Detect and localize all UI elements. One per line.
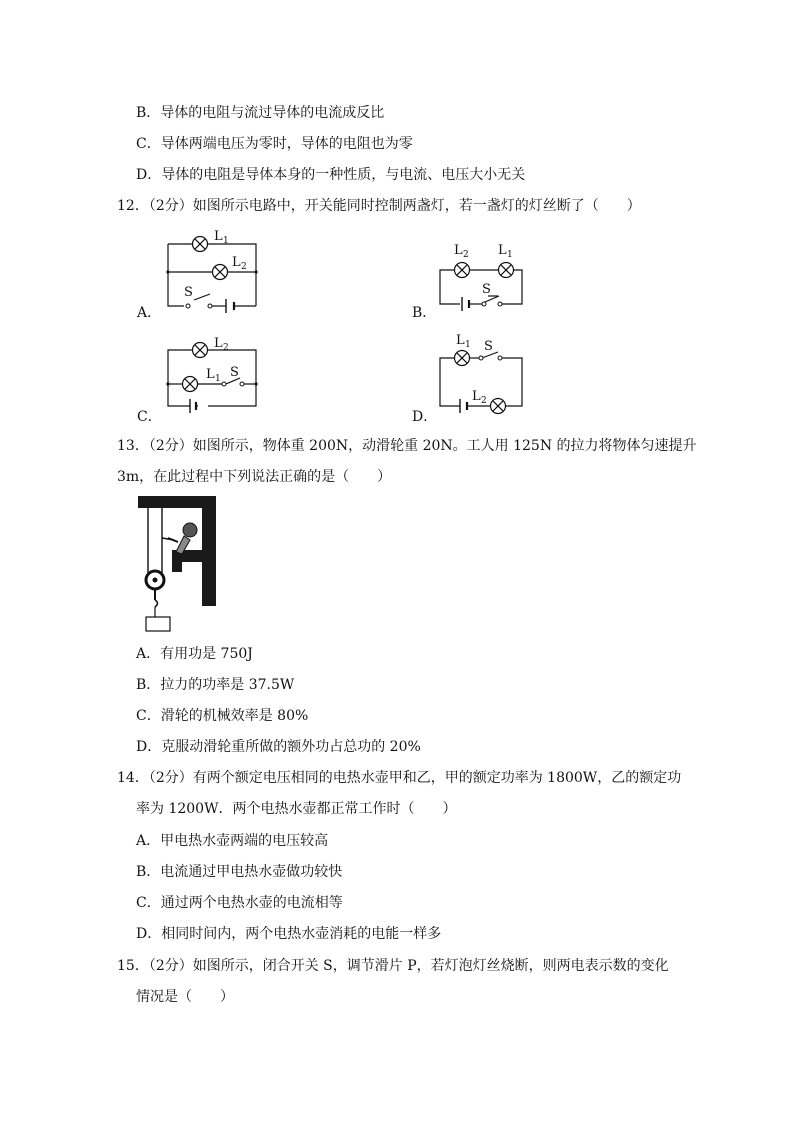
circuit-diagram-a [160, 230, 260, 310]
q12-option-a-label: A． [137, 305, 162, 321]
svg-text:2: 2 [223, 343, 229, 353]
lamp-l1-icon [499, 263, 514, 278]
label-l2: L [232, 255, 241, 270]
pulley-figure [138, 494, 228, 634]
q12-stem: 12．（2分）如图所示电路中，开关能同时控制两盏灯，若一盏灯的灯丝断了（ ） [117, 198, 641, 214]
label-l1: L [214, 229, 223, 244]
svg-text:L: L [456, 333, 465, 348]
q14-option-c: C．通过两个电热水壶的电流相等 [136, 895, 343, 911]
q14-option-d: D．相同时间内，两个电热水壶消耗的电能一样多 [136, 926, 442, 942]
lamp-l2-icon [213, 265, 228, 280]
svg-text:2: 2 [481, 396, 487, 406]
svg-text:2: 2 [463, 250, 469, 260]
q12-option-b-label: B． [412, 305, 437, 321]
q13-option-c: C．滑轮的机械效率是 80% [136, 708, 309, 724]
q13-stem-line2: 3m，在此过程中下列说法正确的是（ ） [117, 469, 392, 485]
svg-text:S: S [482, 282, 491, 297]
q12-option-d-label: D． [412, 409, 438, 425]
battery-icon [190, 399, 196, 413]
svg-text:L: L [206, 367, 215, 382]
lamp-l1-icon [183, 377, 198, 392]
q14-option-a: A．甲电热水壶两端的电压较高 [136, 833, 329, 849]
battery-icon [462, 297, 469, 311]
q13-option-a: A．有用功是 750J [136, 646, 253, 662]
lamp-l2-icon [491, 399, 506, 414]
lamp-l2-icon [193, 343, 208, 358]
q13-option-d: D．克服动滑轮重所做的额外功占总功的 20% [136, 739, 421, 755]
svg-text:L: L [472, 389, 481, 404]
circuit-diagram-b [436, 240, 536, 320]
q11-option-b: B．导体的电阻与流过导体的电流成反比 [136, 105, 385, 121]
q11-option-c: C．导体两端电压为零时，导体的电阻也为零 [136, 136, 413, 152]
pulley-icon [146, 571, 164, 589]
q12-option-c-label: C． [137, 409, 162, 425]
svg-text:1: 1 [507, 250, 513, 260]
q13-stem-line1: 13．（2分）如图所示，物体重 200N，动滑轮重 20N。工人用 125N 的拉力将物体匀速提升 [117, 438, 697, 454]
q13-option-b: B．拉力的功率是 37.5W [136, 677, 295, 693]
q14-option-b: B．电流通过甲电热水壶做功较快 [136, 864, 343, 880]
svg-text:S: S [230, 365, 239, 380]
svg-text:1: 1 [223, 236, 229, 246]
label-s: S [184, 285, 193, 300]
svg-text:1: 1 [465, 340, 471, 350]
q15-stem-line1: 15．（2分）如图所示，闭合开关 S，调节滑片 P，若灯泡灯丝烧断，则两电表示数的变化 [117, 958, 669, 974]
battery-icon [226, 299, 234, 313]
svg-text:L: L [214, 336, 223, 351]
lamp-l1-icon [455, 351, 470, 366]
svg-text:1: 1 [215, 374, 221, 384]
q14-stem-line1: 14．（2分）有两个额定电压相同的电热水壶甲和乙，甲的额定功率为 1800W，乙的额定功 [117, 770, 682, 786]
svg-text:L: L [498, 243, 507, 258]
q15-stem-line2: 情况是（ ） [136, 989, 234, 1005]
lamp-l1-icon [193, 237, 208, 252]
lamp-l2-icon [455, 263, 470, 278]
svg-text:2: 2 [241, 262, 247, 272]
q14-stem-line2: 率为 1200W．两个电热水壶都正常工作时（ ） [136, 801, 457, 817]
circuit-diagram-c [160, 334, 260, 414]
svg-text:S: S [484, 339, 493, 354]
svg-text:L: L [454, 243, 463, 258]
object-block [146, 617, 170, 631]
worker-icon [162, 523, 197, 554]
q11-option-d: D．导体的电阻是导体本身的一种性质，与电流、电压大小无关 [136, 167, 526, 183]
circuit-diagram-d [436, 334, 536, 414]
battery-icon [460, 399, 467, 413]
